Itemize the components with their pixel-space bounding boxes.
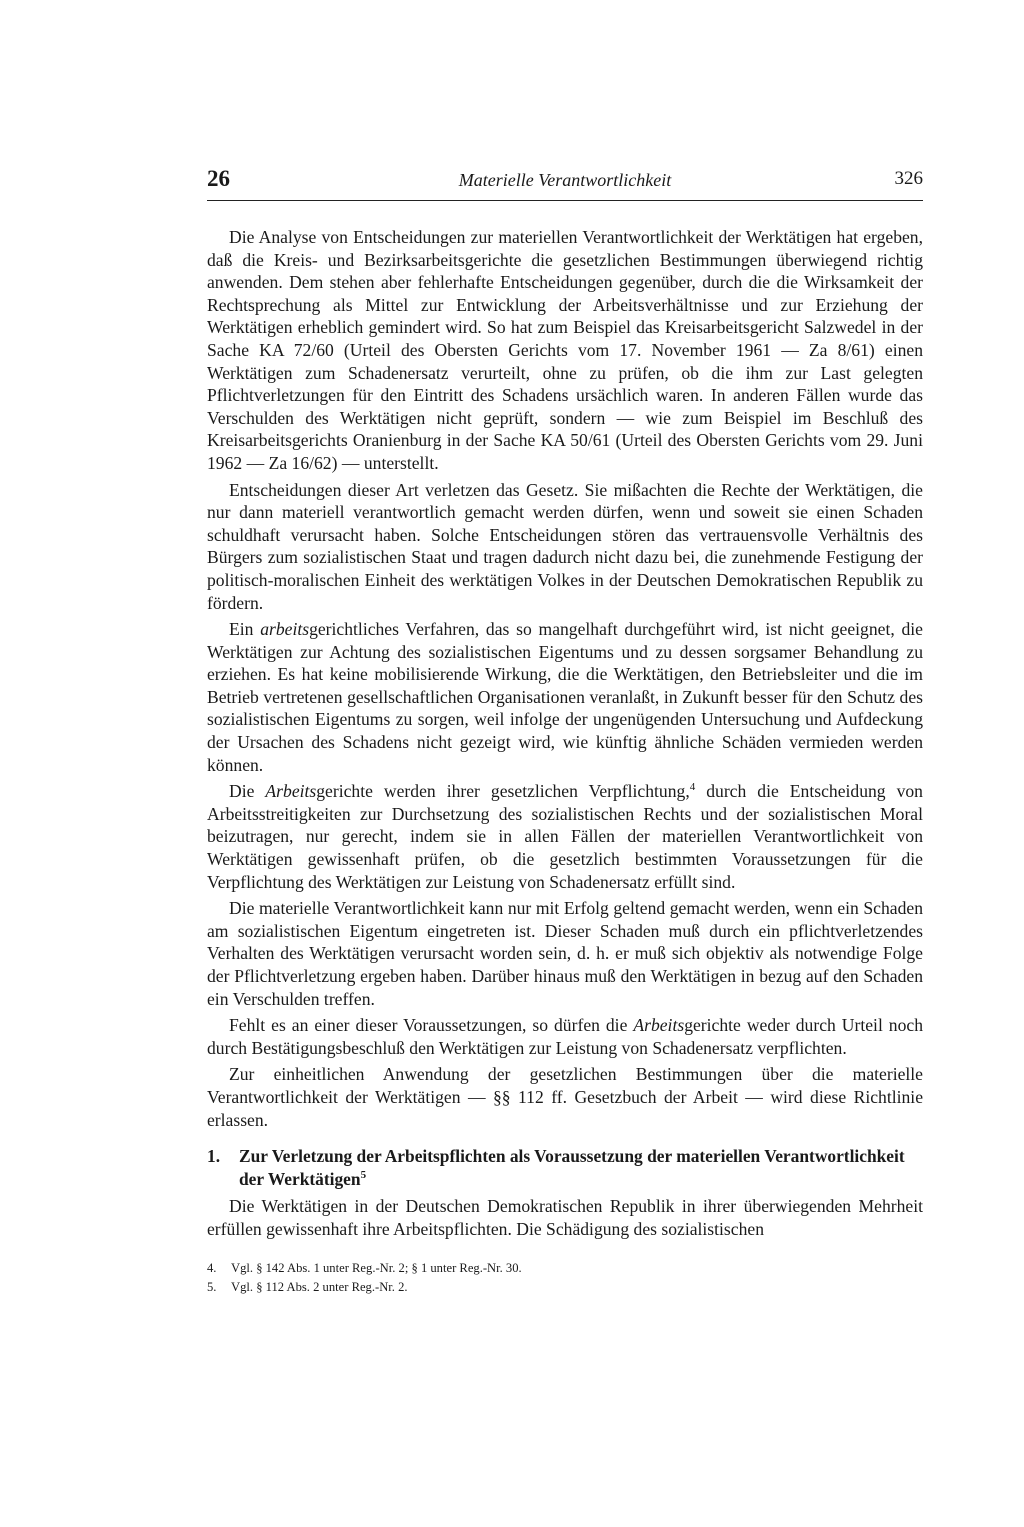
text-run: Fehlt es an einer dieser Voraussetzungen, so dürfen die — [229, 1015, 634, 1036]
section-heading — [207, 1145, 923, 1191]
italic-text: Arbeits — [633, 1015, 685, 1036]
text-run: Ein — [229, 619, 261, 640]
footnote-number: 5. — [207, 1280, 217, 1294]
running-title: Materielle Verantwortlichkeit — [458, 170, 672, 190]
section-heading-number: 1. — [207, 1146, 221, 1167]
text-run: Entscheidungen dieser Art verletzen das Gesetz. Sie mißachten die Rechte der Werktätigen, die nur dann materiell verantwortlich gemacht werden dürfen, wenn und soweit sie einen Schaden schuldhaft verursacht haben. Solche Entscheidungen stören das vertrauensvolle Verhältnis des Bürgers zum sozialistischen Staat und tragen dadurch nicht dazu bei, die zunehmende Festigung der politisch-moralischen Einheit des werktätigen Volkes in der Deutschen Demokratischen Republik zu fördern. — [207, 479, 923, 613]
text-run: Die Analyse von Entscheidungen zur materiellen Verantwortlichkeit der Werktätigen hat ergeben, daß die Kreis- und Bezirksarbeitsgerichte die gesetzlichen Bestimmungen überwiegend richtig anwenden. Dem stehen aber fehlerhafte Entscheidungen gegenüber, durch die die Wirksamkeit der Rechtsprechung als Mittel zur Entwicklung der Arbeitsverhältnisse und zur Erziehung der Werktätigen erheblich gemindert wird. So hat zum Beispiel das Kreisarbeitsgericht Salzwedel in der Sache KA 72/60 (Urteil des Obersten Gerichts vom 17. November 1961 — Za 8/61) einen Werktätigen zum Schadenersatz verurteilt, ohne zu prüfen, ob die ihm zur Last gelegten Pflichtverletzungen für den Eintritt des Schadens ursächlich waren. In anderen Fällen wurde das Verschulden des Werktätigen nicht geprüft, sondern — wie zum Beispiel im Beschluß des Kreisarbeitsgerichts Oranienburg in der Sache KA 50/61 (Urteil des Obersten Gerichts vom 29. Juni 1962 — Za 16/62) — unterstellt. — [207, 227, 923, 473]
footnote-reference: 4 — [689, 781, 696, 794]
section-heading-text: Zur Verletzung der Arbeitspflichten als Voraussetzung der materiellen Verantwortlichkeit der Werktätigen — [239, 1146, 905, 1190]
section-number: 26 — [207, 166, 230, 191]
paragraph — [207, 780, 923, 893]
italic-text: Arbeits — [265, 781, 317, 802]
paragraph — [207, 897, 923, 1010]
closing-paragraph: Die Werktätigen in der Deutschen Demokratischen Republik in ihrer überwiegenden Mehrheit erfüllen gewissenhaft ihre Arbeitspflichten. Die Schädigung des sozialistischen — [207, 1196, 923, 1239]
paragraph — [207, 226, 923, 475]
text-run: Die — [229, 781, 266, 802]
paragraph — [207, 479, 923, 615]
footnote-reference: 5 — [360, 1169, 367, 1182]
paragraph-list — [207, 226, 923, 1131]
text-run: Die materielle Verantwortlichkeit kann nur mit Erfolg geltend gemacht werden, wenn ein Schaden am sozialistischen Eigentum eingetreten ist. Dieser Schaden muß durch ein pflichtverletzendes Verhalten des Werktätigen verursacht worden sein, d. h. er muß sich objektiv als notwendige Folge der Pflichtverletzung ergeben haben. Darüber hinaus muß den Werktätigen in bezug auf den Schaden ein Verschulden treffen. — [207, 898, 923, 1009]
body-text — [207, 226, 923, 1244]
page-header — [207, 166, 923, 201]
footnote — [207, 1259, 923, 1278]
text-run: gerichte werden ihrer gesetzlichen Verpflichtung, — [316, 781, 690, 802]
text-run: Zur einheitlichen Anwendung der gesetzlichen Bestimmungen über die materielle Verantwortlichkeit der Werktätigen — §§ 112 ff. Gesetzbuch der Arbeit — wird diese Richtlinie erlassen. — [207, 1064, 923, 1130]
text-run: gerichtliches Verfahren, das so mangelhaft durchgeführt wird, ist nicht geeignet, die Werktätigen zur Achtung des sozialistischen Eigentums und zu dessen sorgsamer Behandlung zu erziehen. Es hat keine mobilisierende Wirkung, die die Werktätigen, den Betriebsleiter und die im Betrieb vertretenen gesellschaftlichen Organisationen veranlaßt, in Zukunft besser für den Schutz des sozialistischen Eigentums zu sorgen, weil infolge der ungenügenden Untersuchung und Aufdeckung der Ursachen des Schadens nicht gezeigt wird, wie künftig ähnliche Schäden vermieden werden können. — [207, 619, 923, 775]
text-run: gerichte weder durch Urteil noch durch Bestätigungsbeschluß den Werktätigen zur Leistung von Schadenersatz verpflichten. — [207, 1015, 923, 1058]
text-run: durch die Entscheidung von Arbeitsstreitigkeiten zur Durchsetzung des sozialistischen Rechts und der sozialistischen Moral beizutragen, nur gerecht, indem sie in allen Fällen der materiellen Verantwortlichkeit von Werktätigen gewissenhaft prüfen, ob die gesetzlich bestimmten Voraussetzungen für die Verpflichtung des Werktätigen zur Leistung von Schadenersatz erfüllt sind. — [207, 781, 923, 892]
italic-text: arbeits — [260, 619, 310, 640]
footnotes — [207, 1259, 923, 1297]
footnote-number: 4. — [207, 1261, 217, 1275]
footnote — [207, 1278, 923, 1297]
footnote-text: Vgl. § 142 Abs. 1 unter Reg.-Nr. 2; § 1 unter Reg.-Nr. 30. — [231, 1261, 522, 1275]
paragraph — [207, 1063, 923, 1131]
paragraph — [207, 1014, 923, 1059]
paragraph — [207, 618, 923, 776]
footnote-text: Vgl. § 112 Abs. 2 unter Reg.-Nr. 2. — [231, 1280, 408, 1294]
page-number: 326 — [894, 168, 923, 189]
